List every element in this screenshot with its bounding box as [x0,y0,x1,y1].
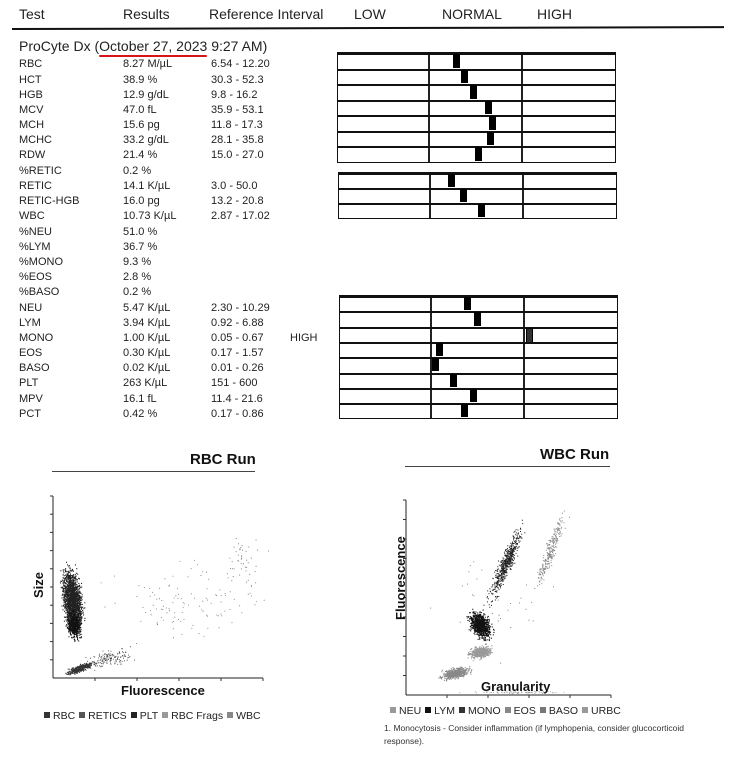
result-value: 0.02 K/µL [123,362,171,374]
wbc-y-axis-label: Fluorescence [393,536,408,620]
gauge-marker-wbc [478,204,485,217]
result-value: 36.7 % [123,241,158,253]
gauge-marker-neu [464,297,471,310]
test-name: LYM [19,317,41,329]
test-name: %NEU [19,226,53,238]
reference-interval: 11.4 - 21.6 [211,393,263,405]
test-name: RETIC [19,180,52,192]
wbc-run-legend [386,705,621,717]
gauge-marker-mch [489,116,496,130]
gauge-marker-mpv [470,389,477,402]
test-name: PCT [19,408,41,420]
test-name: HGB [19,89,43,101]
result-value: 14.1 K/µL [123,180,171,192]
reference-interval: 9.8 - 16.2 [211,89,258,101]
test-name: %EOS [19,271,53,283]
rbc-run-title: RBC Run [190,451,256,468]
test-name: MCHC [19,134,52,146]
rbc-run-legend [40,710,261,722]
gauge-marker-hgb [470,85,477,99]
legend-swatch [505,707,511,713]
column-header-normal: NORMAL [442,6,502,22]
reference-interval: 11.8 - 17.3 [211,119,263,131]
reference-interval: 35.9 - 53.1 [211,104,264,116]
reference-interval: 2.30 - 10.29 [211,302,270,314]
wbc-run-title-rule [405,466,610,467]
legend-label: MONO [467,705,501,717]
test-name: %MONO [19,256,63,268]
legend-swatch [459,707,465,713]
gauge-marker-eos [436,343,443,356]
legend-label: BASO [548,705,579,717]
header-divider [12,26,724,30]
legend-swatch [131,712,137,718]
gauge-row [340,403,617,420]
result-value: 0.2 % [123,286,152,298]
wbc-run-scatter-plot [400,480,620,680]
legend-swatch [227,712,233,718]
range-gauge-group [338,172,617,219]
test-name: MONO [19,332,54,344]
result-value: 3.94 K/µL [123,317,171,329]
column-header-test: Test [19,6,45,22]
reference-interval: 15.0 - 27.0 [211,149,264,161]
gauge-marker-lym [474,312,481,325]
wbc-scatter-points [430,511,570,695]
reference-interval: 6.54 - 12.20 [211,58,270,70]
gauge-marker-mono [526,328,533,343]
test-name: %BASO [19,286,60,298]
machine-run-heading [19,38,267,54]
result-value: 0.30 K/µL [123,347,171,359]
result-value: 16.0 pg [123,195,160,207]
reference-interval: 0.17 - 0.86 [211,408,264,420]
column-header-results: Results [123,6,170,22]
reference-interval: 13.2 - 20.8 [211,195,264,207]
wbc-x-axis-label: Granularity [481,679,551,694]
legend-swatch [540,707,546,713]
result-value: 1.00 K/µL [123,332,171,344]
result-value: 12.9 g/dL [123,89,169,101]
rbc-x-axis-label: Fluorescence [121,683,205,698]
reference-interval: 3.0 - 50.0 [211,180,258,192]
test-name: MPV [19,393,43,405]
result-value: 8.27 M/µL [123,58,173,70]
reference-interval: 28.1 - 35.8 [211,134,264,146]
rbc-run-title-rule [52,471,255,472]
column-header-low: LOW [354,6,386,22]
run-time: 9:27 AM) [207,38,268,54]
result-value: 2.8 % [123,271,152,283]
test-name: %RETIC [19,165,62,177]
gauge-marker-rbc [453,54,460,68]
test-name: RETIC-HGB [19,195,80,207]
test-name: MCV [19,104,44,116]
legend-swatch [425,707,431,713]
gauge-marker-pct [461,404,468,417]
rbc-y-axis-label: Size [31,571,46,598]
legend-swatch [79,712,85,718]
test-name: EOS [19,347,43,359]
test-name: NEU [19,302,43,314]
result-value: 51.0 % [123,226,158,238]
red-underline-annotation [99,55,207,57]
rbc-run-scatter-plot [40,480,270,680]
reference-interval: 30.3 - 52.3 [211,74,264,86]
run-date: October 27, 2023 [99,38,207,54]
reference-interval: 0.17 - 1.57 [211,347,264,359]
result-value: 9.3 % [123,256,152,268]
reference-interval: 0.05 - 0.67 [211,332,264,344]
result-value: 263 K/µL [123,377,168,389]
legend-label: NEU [399,705,422,717]
result-value: 0.42 % [123,408,158,420]
legend-swatch [582,707,588,713]
result-value: 16.1 fL [123,393,157,405]
result-value: 38.9 % [123,74,158,86]
legend-label: WBC [236,710,261,722]
result-value: 10.73 K/µL [123,210,177,222]
gauge-marker-hct [461,70,468,84]
gauge-marker-baso [432,358,439,371]
test-name: HCT [19,74,42,86]
legend-label: EOS [513,705,536,717]
interpretation-note: 1. Monocytosis - Consider inflammation (if lymphopenia, consider glucocorticoid response). [384,723,684,746]
reference-interval: 151 - 600 [211,377,258,389]
gauge-marker-retic-hgb [460,189,467,202]
gauge-marker-plt [450,374,457,387]
reference-interval: 0.92 - 6.88 [211,317,264,329]
legend-label: RBC [53,710,76,722]
legend-label: LYM [434,705,455,717]
gauge-marker-retic [448,174,455,187]
legend-swatch [44,712,50,718]
legend-label: URBC [591,705,621,717]
result-value: 15.6 pg [123,119,160,131]
rbc-scatter-points [60,538,269,678]
test-name: WBC [19,210,45,222]
reference-interval: 2.87 - 17.02 [211,210,270,222]
test-name: PLT [19,377,39,389]
range-gauge-group [337,52,616,163]
column-header-high: HIGH [537,6,572,22]
legend-label: RBC Frags [171,710,224,722]
test-name: RBC [19,58,43,70]
legend-swatch [162,712,168,718]
test-name: RDW [19,149,46,161]
test-name: MCH [19,119,45,131]
result-value: 0.2 % [123,165,152,177]
reference-interval: 0.01 - 0.26 [211,362,264,374]
result-value: 47.0 fL [123,104,157,116]
gauge-marker-mcv [485,101,492,115]
result-value: 21.4 % [123,149,158,161]
gauge-marker-mchc [487,132,494,146]
range-gauge-group [339,295,618,419]
legend-swatch [390,707,396,713]
legend-label: RETICS [88,710,127,722]
test-name: BASO [19,362,50,374]
test-name: %LYM [19,241,51,253]
result-value: 33.2 g/dL [123,134,169,146]
column-header-reference: Reference Interval [209,6,324,22]
result-flag: HIGH [290,332,318,344]
legend-label: PLT [139,710,159,722]
gauge-marker-rdw [475,147,482,161]
machine-name: ProCyte Dx ( [19,38,100,54]
wbc-run-title: WBC Run [540,446,610,463]
result-value: 5.47 K/µL [123,302,171,314]
